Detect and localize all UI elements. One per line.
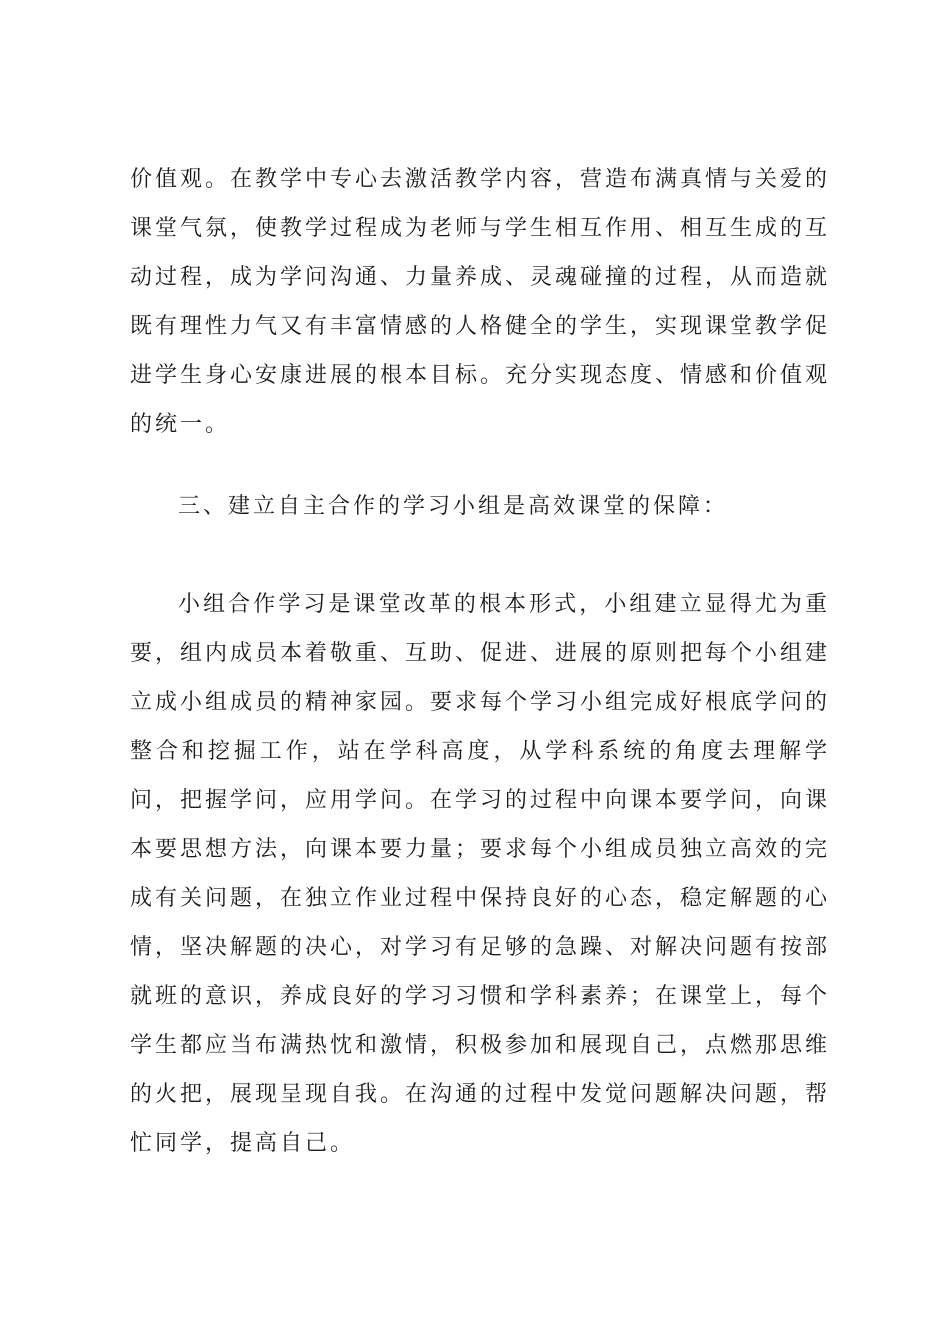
paragraph-continuation: 价值观。在教学中专心去激活教学内容，营造布满真情与关爱的课堂气氛，使教学过程成为老师与学生相互作用、相互生成的互动过程，成为学问沟通、力量养成、灵魂碰撞的过程，从而造就既有理性力气又有丰富情感的人格健全的学生，实现课堂教学促进学生身心安康进展的根本目标。充分实现态度、情感和价值观的统一。: [130, 167, 831, 437]
paragraph-body: 小组合作学习是课堂改革的根本形式，小组建立显得尤为重要，组内成员本着敬重、互助、促进、进展的原则把每个小组建立成小组成员的精神家园。要求每个学习小组完成好根底学问的整合和挖掘工作，站在学科高度，从学科系统的角度去理解学问，把握学问，应用学问。在学习的过程中向课本要学问，向课本要思想方法，向课本要力量；要求每个小组成员独立高效的完成有关问题，在独立作业过程中保持良好的心态，稳定解题的心情，坚决解题的决心，对学习有足够的急躁、对解决问题有按部就班的意识，养成良好的学习习惯和学科素养；在课堂上，每个学生都应当布满热忱和激情，积极参加和展现自己，点燃那思维的火把，展现呈现自我。在沟通的过程中发觉问题解决问题，帮忙同学，提高自己。: [130, 592, 831, 1156]
section-heading: 三、建立自主合作的学习小组是高效课堂的保障：: [178, 494, 729, 519]
